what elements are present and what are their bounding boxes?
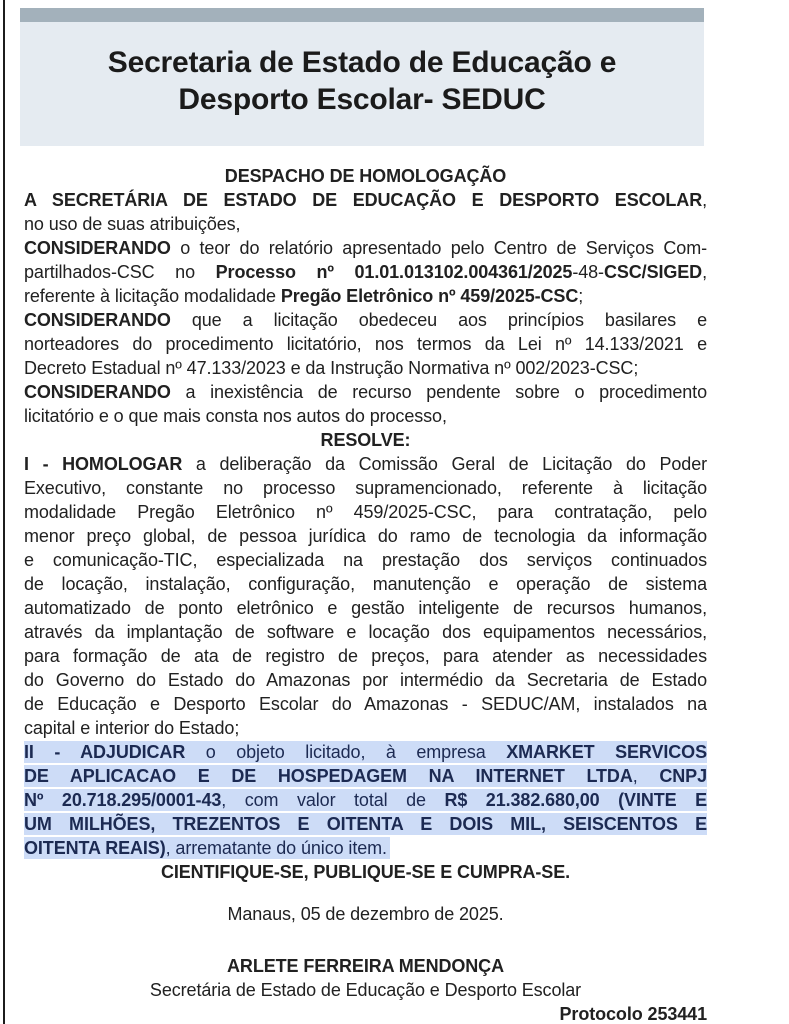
text-run: menor preço global, de pessoa jurídica do ramo de tecnologia da informação [24, 526, 707, 546]
highlight [24, 813, 707, 835]
homologar-paragraph-line [24, 620, 707, 644]
signature-name: ARLETE FERREIRA MENDONÇA [227, 956, 504, 976]
considerando-2-paragraph-line [24, 332, 707, 356]
text-run: A SECRETÁRIA DE ESTADO DE EDUCAÇÃO E DESPORTO ESCOLAR [24, 190, 703, 210]
text-run: de Educação e Desporto Escolar do Amazonas - SEDUC/AM, instalados na [24, 694, 707, 714]
text-run: a inexistência de recurso pendente sobre o procedimento [170, 382, 707, 402]
text-run: R$ 21.382.680,00 (VINTE E [444, 790, 707, 810]
resolve-heading: RESOLVE: [320, 430, 411, 450]
agency-header [20, 8, 704, 146]
considerando-2-paragraph-line [24, 356, 707, 380]
text-run: Pregão Eletrônico nº 459/2025-CSC [280, 286, 579, 306]
text-run: Executivo, constante no processo supramencionado, referente à licitação [24, 478, 707, 498]
header-title-box [20, 22, 704, 146]
considerando-1-paragraph-line [24, 236, 707, 260]
vertical-gap [24, 884, 707, 902]
text-run: Nº 20.718.295/0001-43 [24, 790, 222, 810]
text-run: , [702, 262, 707, 282]
header-top-bar [20, 8, 704, 22]
considerando-2-paragraph-line [24, 308, 707, 332]
adjudicar-paragraph-line [24, 812, 707, 836]
text-run: no uso de suas atribuições, [24, 214, 241, 234]
text-run: modalidade Pregão Eletrônico nº 459/2025-CSC, para contratação, pelo [24, 502, 707, 522]
text-run: e comunicação-TIC, especializada na prestação dos serviços continuados [24, 550, 707, 570]
text-run: DE APLICACAO E DE HOSPEDAGEM NA INTERNET LTDA [24, 766, 633, 786]
text-run: que a licitação obedeceu aos princípios basilares e [170, 310, 707, 330]
adjudicar-paragraph-line [24, 788, 707, 812]
adjudicar-paragraph-line [24, 740, 707, 764]
homologar-paragraph-line [24, 476, 707, 500]
considerando-3-paragraph-line [24, 380, 707, 404]
text-run: , arrematante do único item. [165, 838, 387, 858]
text-run: para formação de ata de registro de preços, para atender as necessidades [24, 646, 707, 666]
considerando-1-paragraph-line [24, 260, 707, 284]
text-run: XMARKET SERVICOS [506, 742, 707, 762]
text-run: através da implantação de software e locação dos equipamentos necessários, [24, 622, 707, 642]
text-run: UM MILHÕES, TREZENTOS E OITENTA E DOIS MIL, SEISCENTOS E [24, 814, 707, 834]
document-body [24, 164, 707, 1024]
text-run: do Governo do Estado do Amazonas por intermédio da Secretaria de Estado [24, 670, 707, 690]
text-run: referente à licitação modalidade [24, 286, 281, 306]
text-run: ; [578, 286, 584, 306]
protocol-number: Protocolo 253441 [559, 1004, 707, 1024]
homologar-paragraph-line [24, 500, 707, 524]
text-run: capital e interior do Estado; [24, 718, 240, 738]
highlight [24, 789, 707, 811]
text-run: CNPJ [659, 766, 707, 786]
homologar-paragraph-line [24, 524, 707, 548]
homologar-paragraph-line [24, 596, 707, 620]
text-run: partilhados-CSC no [24, 262, 216, 282]
adjudicar-paragraph-line [24, 764, 707, 788]
considerando-3-paragraph-line [24, 404, 707, 428]
preamble-paragraph-line [24, 188, 707, 212]
text-run: CONSIDERANDO [24, 238, 171, 258]
text-run: Processo nº 01.01.013102.004361/2025 [215, 262, 573, 282]
homologar-paragraph-line [24, 548, 707, 572]
text-run: automatizado de ponto eletrônico e gestão inteligente de recursos humanos, [24, 598, 707, 618]
text-run: CONSIDERANDO [24, 382, 171, 402]
preamble-paragraph-line [24, 212, 707, 236]
signature-title: Secretária de Estado de Educação e Desporto Escolar [149, 980, 582, 1000]
text-run: I - HOMOLOGAR [24, 454, 183, 474]
homologar-paragraph-line [24, 716, 707, 740]
highlight [24, 837, 390, 859]
header-title-line-1: Secretaria de Estado de Educação e [107, 46, 617, 79]
homologar-paragraph-line [24, 452, 707, 476]
text-run: norteadores do procedimento licitatório, nos termos da Lei nº 14.133/2021 e [24, 334, 707, 354]
text-run: CSC/SIGED [603, 262, 703, 282]
text-run: a deliberação da Comissão Geral de Licitação do Poder [182, 454, 707, 474]
homologar-paragraph-line [24, 668, 707, 692]
highlight [24, 765, 707, 787]
homologar-paragraph-line [24, 692, 707, 716]
homologar-paragraph-line [24, 644, 707, 668]
doc-heading: DESPACHO DE HOMOLOGAÇÃO [224, 166, 507, 186]
text-run: OITENTA REAIS) [24, 838, 166, 858]
text-run: o objeto licitado, à empresa [185, 742, 507, 762]
text-run: II - ADJUDICAR [24, 742, 186, 762]
text-run: licitatório e o que mais consta nos autos do processo, [24, 406, 447, 426]
text-run: , [632, 766, 660, 786]
adjudicar-paragraph-line [24, 836, 707, 860]
header-title-line-2: Desporto Escolar- SEDUC [178, 83, 546, 116]
considerando-1-paragraph-line [24, 284, 707, 308]
text-run: -48- [572, 262, 604, 282]
text-run: Decreto Estadual nº 47.133/2023 e da Instrução Normativa nº 002/2023-CSC; [24, 358, 639, 378]
vertical-gap [24, 926, 707, 954]
closing-order: CIENTIFIQUE-SE, PUBLIQUE-SE E CUMPRA-SE. [160, 862, 571, 882]
date-line: Manaus, 05 de dezembro de 2025. [227, 904, 504, 924]
text-run: , [702, 190, 707, 210]
text-run: de locação, instalação, configuração, manutenção e operação de sistema [24, 574, 707, 594]
left-column-rule [3, 0, 5, 1024]
text-run: o teor do relatório apresentado pelo Centro de Serviços Com- [170, 238, 707, 258]
text-run: , com valor total de [221, 790, 445, 810]
homologar-paragraph-line [24, 572, 707, 596]
highlight [24, 741, 707, 763]
text-run: CONSIDERANDO [24, 310, 171, 330]
